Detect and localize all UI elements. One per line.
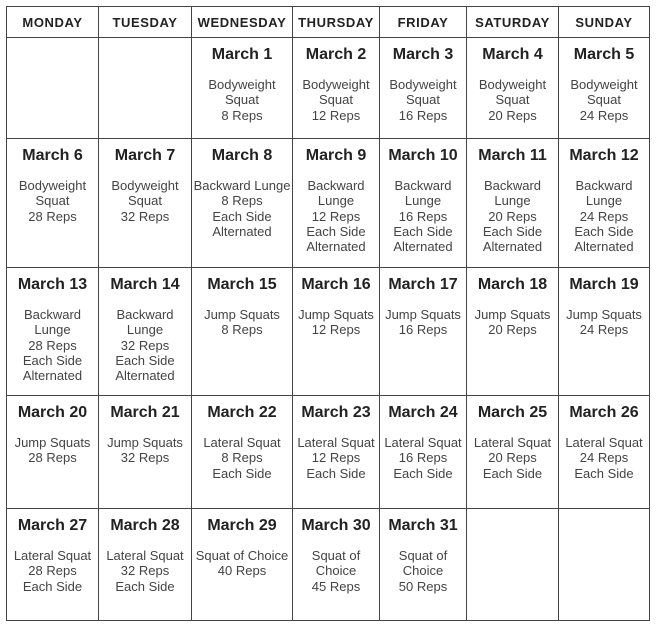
workout-line: Alternated [482,239,543,255]
workout-line: 28 Reps [28,208,77,224]
day-cell [559,38,650,139]
day-header-tuesday: TUESDAY [99,7,192,38]
workout-line: 20 Reps [488,450,537,466]
workout-line: Each Side [115,352,175,368]
workout-line: Squat of Choice [398,548,448,579]
workout-line: Alternated [212,223,272,239]
workout-line: Backward Lunge [575,178,633,209]
workout-line: Alternated [22,368,83,384]
workout-line: Bodyweight Squat [570,77,638,108]
week-row [7,38,650,139]
workout-line: Each Side [306,465,366,481]
day-workout [380,435,466,481]
workout-line: Each Side [393,223,453,239]
workout-line: 20 Reps [488,322,537,338]
calendar-table [6,6,650,621]
workout-line: Jump Squats [474,307,551,322]
day-header-thursday: THURSDAY [293,7,380,38]
workout-line: Lateral Squat [13,548,92,563]
workout-line: 32 Reps [120,208,170,224]
workout-line: 32 Reps [120,337,170,353]
day-workout [293,77,379,123]
workout-line: 8 Reps [221,450,263,466]
day-header-wednesday: WEDNESDAY [192,7,293,38]
workout-line: Alternated [115,368,175,384]
day-date: March 6 [22,147,83,164]
workout-line: Jump Squats [385,307,461,322]
day-workout [380,307,466,338]
day-cell [380,139,467,268]
workout-line: Backward Lunge [23,307,82,338]
workout-line: Backward Lunge [394,178,452,209]
workout-line: Jump Squats [14,435,91,450]
day-date: March 3 [392,46,454,63]
workout-line: Each Side [212,465,272,481]
day-workout [192,435,292,481]
day-cell [99,139,192,268]
week-row [7,268,650,396]
empty-day-cell [7,38,99,139]
day-cell [99,396,192,509]
workout-line: 32 Reps [120,563,170,579]
day-date: March 2 [305,46,367,63]
day-workout [7,548,98,594]
day-workout [7,435,98,466]
workout-line: Lateral Squat [297,435,375,450]
workout-line: Bodyweight Squat [208,77,276,108]
workout-line: Jump Squats [566,307,642,322]
day-cell [192,396,293,509]
day-workout [99,307,191,383]
day-cell [559,396,650,509]
workout-line: Bodyweight Squat [111,178,179,209]
day-workout [467,435,558,481]
day-date: March 28 [110,517,180,534]
empty-day-cell [559,509,650,621]
workout-line: Each Side [115,578,175,594]
day-workout [559,435,649,481]
workout-line: 24 Reps [579,450,629,466]
workout-line: Squat of Choice [311,548,361,579]
day-date: March 13 [17,276,88,293]
day-workout [192,77,292,123]
day-cell [559,139,650,268]
day-date: March 24 [388,404,458,421]
workout-line: Backward Lunge [116,307,174,338]
workout-line: 16 Reps [398,322,448,338]
workout-line: 40 Reps [217,563,267,579]
workout-line: Each Side [212,208,272,224]
day-date: March 14 [110,276,180,293]
workout-line: Each Side [574,465,634,481]
workout-line: Backward Lunge [193,178,291,193]
day-workout [293,548,379,594]
workout-line: 8 Reps [221,322,263,338]
day-cell [293,509,380,621]
workout-line: Lateral Squat [565,435,643,450]
day-date: March 20 [17,404,88,421]
workout-line: 28 Reps [28,450,77,466]
day-date: March 5 [573,46,635,63]
day-workout [99,548,191,594]
day-header-friday: FRIDAY [380,7,467,38]
workout-line: Each Side [22,352,83,368]
day-cell [99,509,192,621]
empty-day-cell [467,509,559,621]
day-date: March 11 [478,147,547,164]
day-cell [467,38,559,139]
day-cell [380,396,467,509]
day-cell [467,268,559,396]
workout-line: 20 Reps [488,107,537,123]
workout-line: Each Side [482,465,543,481]
workout-line: 20 Reps [488,208,537,224]
week-row [7,139,650,268]
day-workout [559,178,649,254]
day-workout [559,307,649,338]
day-workout [467,77,558,123]
day-cell [7,396,99,509]
day-workout [467,178,558,254]
day-workout [293,435,379,481]
workout-line: 32 Reps [120,450,170,466]
day-date: March 17 [388,276,458,293]
day-cell [99,268,192,396]
workout-line: Squat of Choice [195,548,289,563]
day-workout [380,548,466,594]
day-cell [467,396,559,509]
workout-line: Alternated [306,239,366,255]
day-cell [192,139,293,268]
day-cell [7,268,99,396]
workout-line: 12 Reps [311,322,361,338]
day-workout [192,548,292,579]
day-cell [192,38,293,139]
day-cell [467,139,559,268]
day-date: March 10 [388,147,458,164]
day-workout [380,77,466,123]
workout-line: 24 Reps [579,107,629,123]
day-date: March 27 [17,517,88,534]
workout-line: Each Side [22,578,83,594]
day-workout [7,178,98,224]
day-date: March 31 [388,517,458,534]
workout-line: Jump Squats [107,435,183,450]
day-date: March 4 [482,46,543,63]
workout-line: 8 Reps [221,107,263,123]
workout-line: Bodyweight Squat [302,77,370,108]
workout-line: 16 Reps [398,450,448,466]
day-date: March 23 [301,404,371,421]
workout-line: 16 Reps [398,107,448,123]
workout-line: 28 Reps [28,563,77,579]
day-date: March 1 [211,46,273,63]
day-cell [192,509,293,621]
workout-line: 28 Reps [28,337,77,353]
workout-line: 12 Reps [311,450,361,466]
workout-line: Jump Squats [204,307,280,322]
day-header-monday: MONDAY [7,7,99,38]
workout-line: Lateral Squat [384,435,462,450]
day-date: March 15 [207,276,277,293]
week-row [7,396,650,509]
workout-line: Bodyweight Squat [389,77,457,108]
workout-line: Each Side [306,223,366,239]
day-date: March 19 [569,276,639,293]
workout-line: Each Side [574,223,634,239]
day-workout [380,178,466,254]
day-date: March 16 [301,276,371,293]
workout-line: 12 Reps [311,208,361,224]
day-date: March 26 [569,404,639,421]
day-workout [293,307,379,338]
workout-line: Lateral Squat [203,435,281,450]
day-cell [293,396,380,509]
week-row [7,509,650,621]
day-workout [467,307,558,338]
day-cell [380,509,467,621]
workout-line: 8 Reps [221,193,263,209]
day-date: March 7 [114,147,176,164]
workout-line: Backward Lunge [307,178,365,209]
day-header-sunday: SUNDAY [559,7,650,38]
day-date: March 9 [305,147,367,164]
day-workout [192,178,292,239]
day-cell [293,139,380,268]
workout-line: Lateral Squat [473,435,552,450]
day-workout [192,307,292,338]
day-date: March 25 [477,404,548,421]
day-date: March 12 [569,147,639,164]
day-workout [99,435,191,466]
day-cell [7,139,99,268]
day-cell [192,268,293,396]
day-date: March 22 [207,404,277,421]
day-cell [380,38,467,139]
day-cell [7,509,99,621]
workout-line: 24 Reps [579,208,629,224]
workout-line: 24 Reps [579,322,629,338]
day-cell [380,268,467,396]
day-date: March 8 [211,147,273,164]
workout-line: Alternated [393,239,453,255]
workout-line: 50 Reps [398,578,448,594]
day-workout [99,178,191,224]
day-header-saturday: SATURDAY [467,7,559,38]
workout-line: Bodyweight Squat [18,178,87,209]
workout-line: Lateral Squat [106,548,184,563]
workout-line: Jump Squats [298,307,374,322]
day-cell [559,268,650,396]
day-workout [7,307,98,383]
workout-line: Each Side [482,223,543,239]
day-date: March 30 [301,517,371,534]
workout-line: 45 Reps [311,578,361,594]
day-cell [293,38,380,139]
day-date: March 29 [207,517,277,534]
day-cell [293,268,380,396]
empty-day-cell [99,38,192,139]
day-workout [559,77,649,123]
workout-line: 12 Reps [311,107,361,123]
workout-line: 16 Reps [398,208,448,224]
weekday-header-row [7,7,650,38]
workout-line: Backward Lunge [483,178,542,209]
day-date: March 21 [110,404,180,421]
workout-line: Alternated [574,239,634,255]
workout-line: Bodyweight Squat [478,77,547,108]
workout-line: Each Side [393,465,453,481]
day-workout [293,178,379,254]
day-date: March 18 [477,276,548,293]
